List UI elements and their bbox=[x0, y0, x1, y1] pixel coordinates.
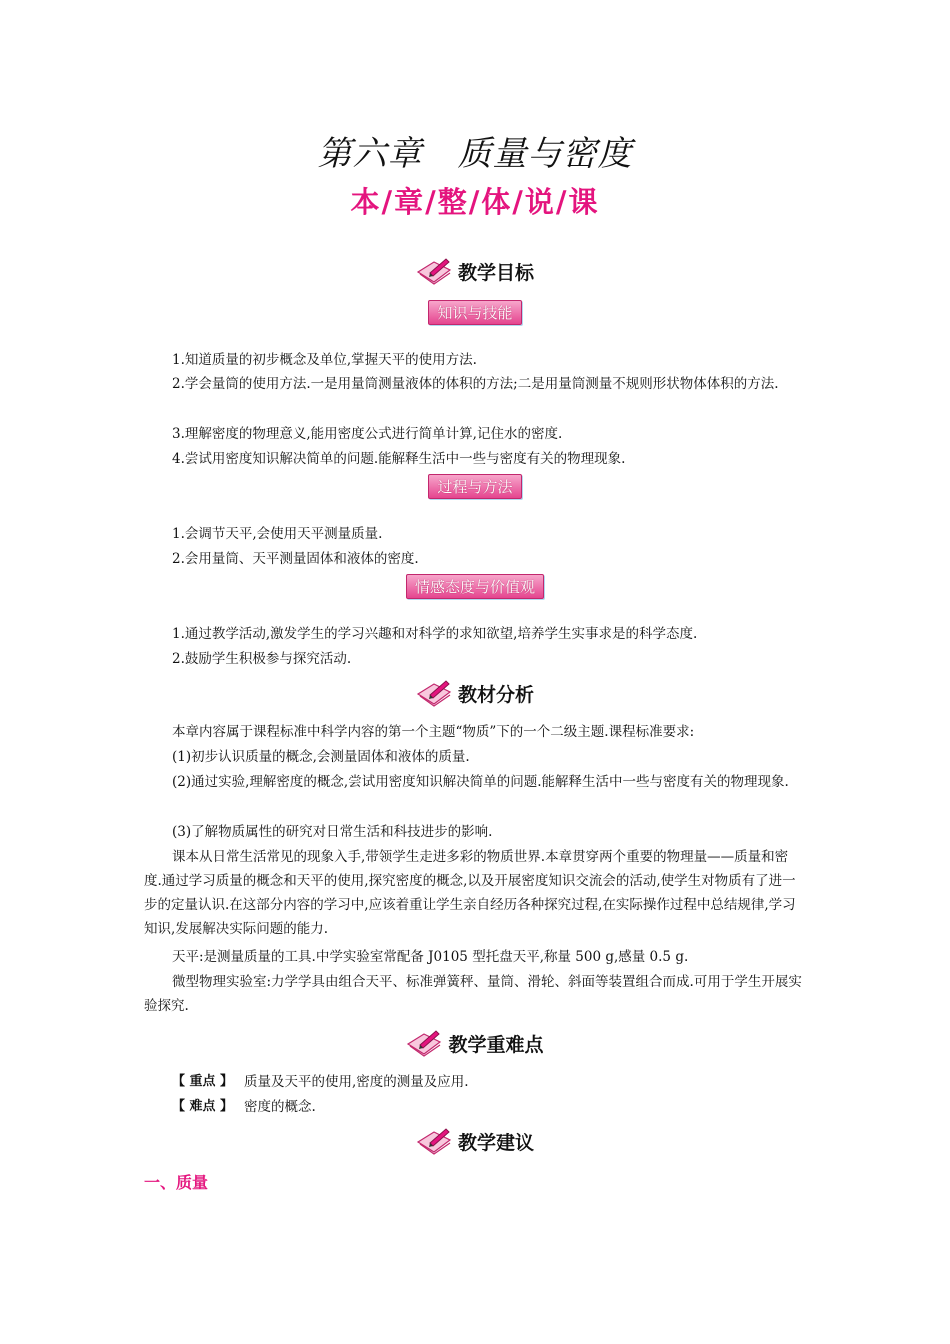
tag-label: 知识与技能 bbox=[428, 300, 521, 325]
difficult-point-label: 【 难点 】 bbox=[172, 1099, 234, 1114]
tag-process bbox=[0, 474, 950, 499]
list-item: 1.知道质量的初步概念及单位,掌握天平的使用方法. bbox=[172, 352, 477, 368]
key-point-label: 【 重点 】 bbox=[172, 1074, 234, 1089]
list-item: 2.会用量筒、天平测量固体和液体的密度. bbox=[172, 551, 419, 567]
section-heading-analysis bbox=[0, 676, 950, 710]
list-item: 1.通过教学活动,激发学生的学习兴趣和对科学的求知欲望,培养学生实事求是的科学态度. bbox=[172, 626, 698, 642]
section-title: 教学建议 bbox=[457, 1131, 534, 1154]
chapter-subtitle: 本/章/整/体/说/课 bbox=[350, 185, 600, 219]
paragraph: (1)初步认识质量的概念,会测量固体和液体的质量. bbox=[172, 749, 470, 765]
pen-notebook-icon bbox=[416, 256, 452, 286]
subsection-heading: 一、质量 bbox=[144, 1173, 209, 1192]
difficult-point-row bbox=[172, 1095, 316, 1119]
paragraph: 天平:是测量质量的工具.中学实验室常配备 J0105 型托盘天平,称量 500 g,感量 0.5 g. bbox=[172, 949, 689, 965]
paragraph: 本章内容属于课程标准中科学内容的第一个主题“物质”下的一个二级主题.课程标准要求: bbox=[172, 724, 695, 740]
paragraph: 微型物理实验室:力学学具由组合天平、标准弹簧秤、量筒、滑轮、斜面等装置组合而成.可用于学生开展实验探究. bbox=[144, 974, 802, 1014]
section-heading-suggestions bbox=[0, 1124, 950, 1158]
section-heading-goals bbox=[0, 254, 950, 288]
pen-notebook-icon bbox=[416, 678, 452, 708]
tag-label: 情感态度与价值观 bbox=[406, 574, 544, 599]
tag-label: 过程与方法 bbox=[428, 474, 521, 499]
key-point-text: 质量及天平的使用,密度的测量及应用. bbox=[244, 1074, 469, 1090]
section-heading-keypoints bbox=[0, 1026, 950, 1060]
key-point-row bbox=[172, 1070, 469, 1094]
section-title: 教材分析 bbox=[457, 683, 534, 706]
paragraph: (3)了解物质属性的研究对日常生活和科技进步的影响. bbox=[172, 824, 493, 840]
paragraph: 课本从日常生活常见的现象入手,带领学生走进多彩的物质世界.本章贯穿两个重要的物理量——质量和密度.通过学习质量的概念和天平的使用,探究密度的概念,以及开展密度知识交流会的活动,使学生对物质有了进一步的定量认识.在这部分内容的学习中,应该着重让学生亲自经历各种探究过程,在实际操作过程中总结规律,学习知识,发展解决实际问题的能力. bbox=[144, 849, 796, 937]
tag-knowledge bbox=[0, 300, 950, 325]
section-title: 教学重难点 bbox=[448, 1033, 544, 1056]
section-title: 教学目标 bbox=[457, 261, 534, 284]
list-item: 1.会调节天平,会使用天平测量质量. bbox=[172, 526, 383, 542]
chapter-title: 第六章 质量与密度 bbox=[317, 134, 633, 174]
list-item: 4.尝试用密度知识解决简单的问题.能解释生活中一些与密度有关的物理现象. bbox=[172, 451, 626, 467]
pen-notebook-icon bbox=[406, 1028, 442, 1058]
tag-emotion bbox=[0, 574, 950, 599]
paragraph: (2)通过实验,理解密度的概念,尝试用密度知识解决简单的问题.能解释生活中一些与密度有关的物理现象. bbox=[172, 774, 789, 790]
pen-notebook-icon bbox=[416, 1126, 452, 1156]
list-item: 3.理解密度的物理意义,能用密度公式进行简单计算,记住水的密度. bbox=[172, 426, 563, 442]
list-item: 2.学会量筒的使用方法.一是用量筒测量液体的体积的方法;二是用量筒测量不规则形状物体体积的方法. bbox=[172, 376, 779, 392]
difficult-point-text: 密度的概念. bbox=[244, 1099, 316, 1115]
list-item: 2.鼓励学生积极参与探究活动. bbox=[172, 651, 352, 667]
